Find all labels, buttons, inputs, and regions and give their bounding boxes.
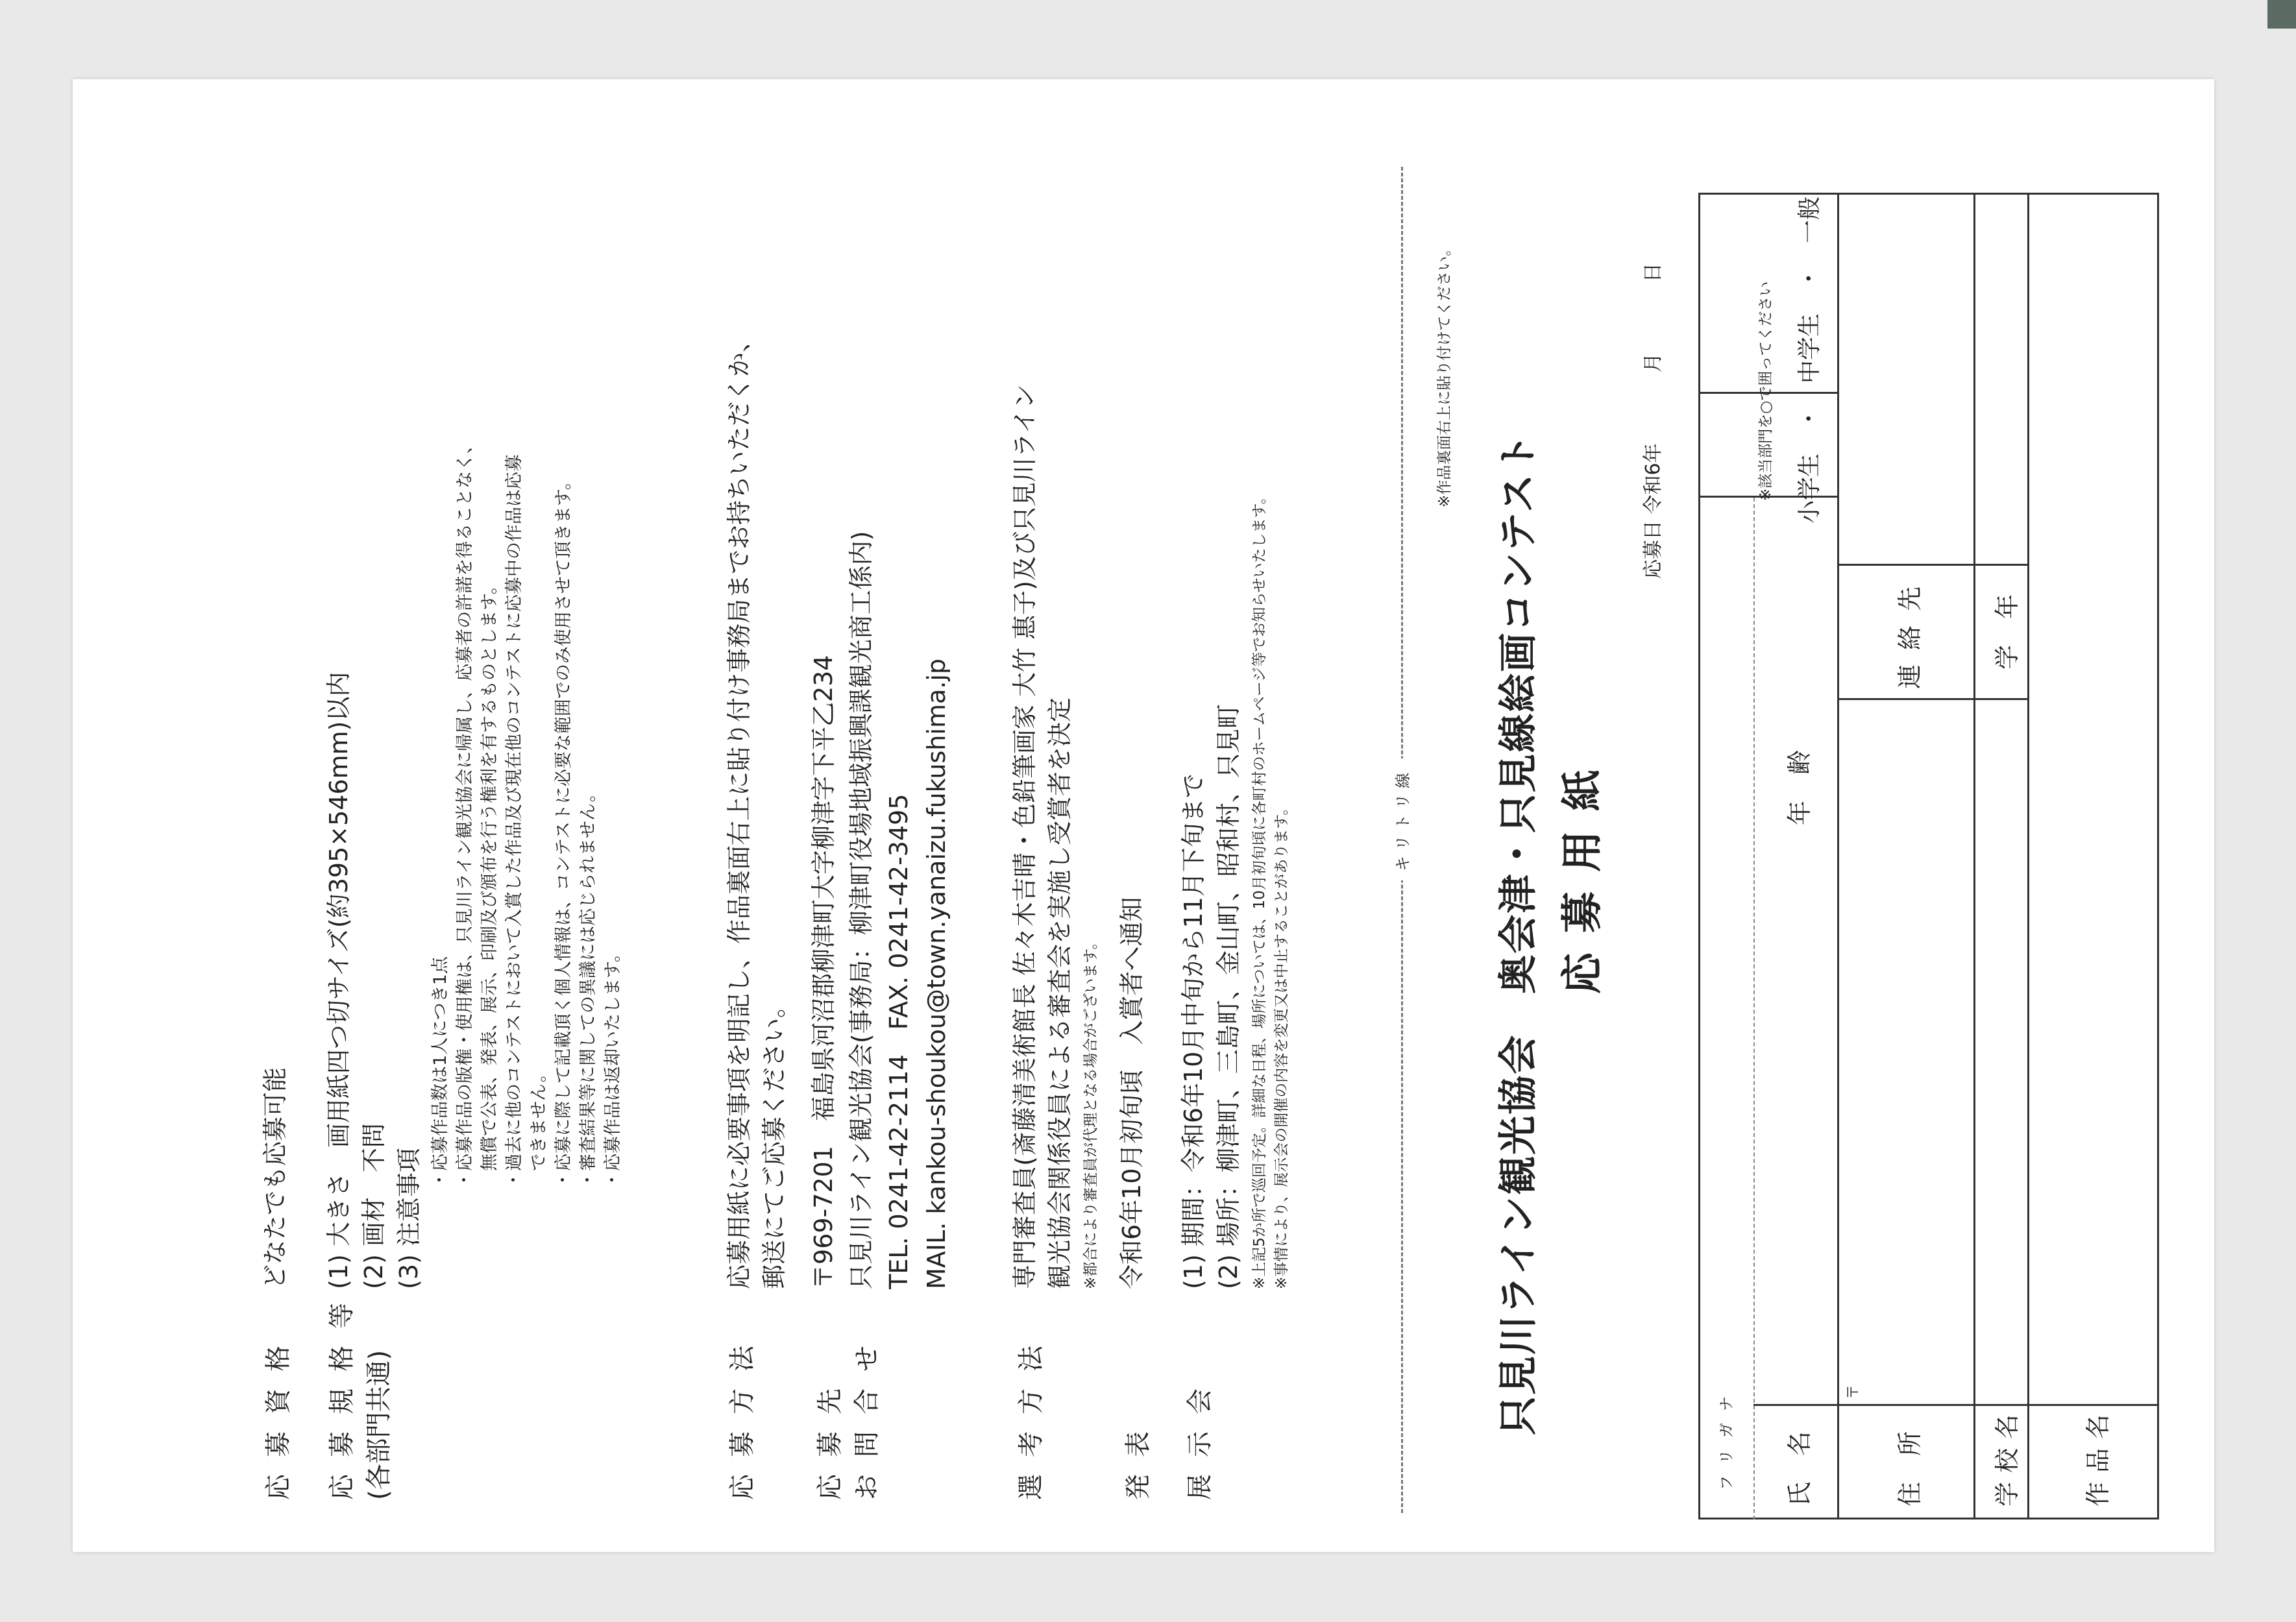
exhibit-label: 展示会 <box>1185 1372 1215 1500</box>
rotated-page-content <box>73 79 2214 1552</box>
date-day: 日 <box>1642 263 1665 283</box>
selection-line: 専門審査員(斎藤清美術館長 佐々木吉晴・色鉛筆画家 大竹 惠子)及び只見川ライン <box>1010 384 1039 1289</box>
form-title-line: 只見川ライン観光協会 奥会津・只見線絵画コンテスト <box>1496 432 1541 1435</box>
note-line: ・応募作品数は1人につき1点 <box>430 956 450 1189</box>
contact-label-apply: 応募先 <box>815 1372 845 1500</box>
document-page <box>73 79 2214 1552</box>
specs-notes <box>428 436 626 1189</box>
note-line: ・審査結果等に関しての異議には応じられません。 <box>578 784 598 1189</box>
work-title-label: 作品名 <box>2084 1405 2112 1507</box>
note-line: ・応募作品は返却いたします。 <box>603 945 623 1189</box>
contact-field-label: 連絡先 <box>1896 572 1924 689</box>
contact-info <box>805 531 955 1289</box>
note-line: できません。 <box>529 1065 549 1189</box>
grade-value-divider <box>1973 564 2027 566</box>
form-title: 応募用紙 <box>1559 750 1607 994</box>
furigana-divider <box>1753 498 1755 1519</box>
specs-list <box>321 672 426 1289</box>
grade-label: 学年 <box>1993 568 2021 670</box>
specs-sub-label: (各部門共通) <box>364 1350 394 1500</box>
method-text <box>722 328 792 1289</box>
grade-column-divider <box>1973 698 2027 700</box>
contact-value-divider <box>1837 564 1973 566</box>
exhibit-note: ※上記5か所で巡回予定。詳細な日程、場所については、10月初旬頃に各町村のホームページ等でお知らせいたします。 <box>1251 489 1268 1289</box>
exhibit-period: (1) 期間：令和6年10月中旬から11月下旬まで <box>1179 773 1208 1289</box>
method-line: 郵送にてご応募ください。 <box>760 993 788 1289</box>
exhibit-notes <box>1249 489 1293 1289</box>
work-title-field[interactable] <box>2029 195 2156 1404</box>
selection-note: ※都合により審査員が代理となる場合がございます。 <box>1082 934 1099 1289</box>
contact-field[interactable] <box>1839 195 1972 564</box>
age-field[interactable] <box>1700 197 1835 392</box>
contact-email: MAIL. kankou-shoukou@town.yanaizu.fukushima.jp <box>922 658 951 1289</box>
name-label: 氏名 <box>1785 1405 1814 1507</box>
category-options[interactable]: 小学生 ・ 中学生 ・ 一般 <box>1796 196 1823 524</box>
announce-label: 発表 <box>1123 1414 1153 1500</box>
address-label: 住所 <box>1896 1405 1924 1507</box>
category-note: ※該当部門を○で囲ってください <box>1757 281 1774 501</box>
attach-note: ※作品裏面右上に貼り付けてください。 <box>1436 241 1453 507</box>
postal-mark: 〒 <box>1845 1385 1862 1399</box>
selection-label: 選考方法 <box>1016 1329 1046 1500</box>
age-label: 年齢 <box>1785 723 1814 825</box>
school-field[interactable] <box>1975 702 2026 1404</box>
school-label: 学校名 <box>1993 1405 2021 1507</box>
date-era: 令和6年 <box>1642 443 1665 514</box>
contact-organization: 只見川ライン観光協会(事務局：柳津町役場地域振興課観光商工係内) <box>847 531 875 1289</box>
cut-line-label: キリトリ線 <box>1390 758 1413 880</box>
address-field[interactable] <box>1864 702 1972 1404</box>
contact-column-divider <box>1837 698 1973 700</box>
spec-size: (1) 大きさ 画用紙四つ切サイズ(約395×546mm)以内 <box>324 672 353 1289</box>
furigana-label: フリガナ <box>1718 1385 1735 1490</box>
method-line: 応募用紙に必要事項を明記し、作品裏面右上に貼り付け事務局までお持ちいただくか、 <box>725 327 753 1289</box>
announce-value: 令和6年10月初旬頃 入賞者へ通知 <box>1117 897 1146 1289</box>
scan-corner-mark <box>2267 0 2296 29</box>
contact-address: 〒969-7201 福島県河沼郡柳津町大字柳津字下平乙234 <box>809 655 838 1289</box>
date-prefix: 応募日 <box>1642 520 1665 579</box>
note-line: ・応募作品の版権・使用権は、只見川ライン観光協会に帰属し、応募者の許諾を得ることなく、 <box>455 436 475 1189</box>
exhibit-text <box>1176 704 1246 1289</box>
eligibility-label: 応募資格 <box>263 1329 293 1500</box>
selection-text <box>1007 384 1077 1289</box>
note-line: ・過去に他のコンテストにおいて入賞した作品及び現在他のコンテストに応募中の作品は応募 <box>504 454 524 1189</box>
application-date <box>1637 263 1665 579</box>
name-field[interactable] <box>1755 500 1836 1404</box>
eligibility-value: どなたでも応募可能 <box>261 1067 289 1289</box>
spec-notes-heading: (3) 注意事項 <box>395 1148 423 1289</box>
grade-field[interactable] <box>1975 195 2026 564</box>
date-month: 月 <box>1642 353 1665 373</box>
spec-material: (2) 画材 不問 <box>360 1123 388 1289</box>
method-label: 応募方法 <box>727 1329 757 1500</box>
note-line: ・応募に際して記載頂く個人情報は、コンテストに必要な範囲でのみ使用させて頂きます。 <box>554 472 574 1189</box>
exhibit-place: (2) 場所：柳津町、三島町、金山町、昭和村、只見町 <box>1214 704 1243 1289</box>
note-line: 無償で公表、発表、展示、印刷及び頒布を行う権利を有するものとします。 <box>480 577 500 1189</box>
contact-phone-fax: TEL. 0241-42-2114 FAX. 0241-42-3495 <box>885 793 913 1289</box>
selection-line: 観光協会関係役員による審査会を実施し受賞者を決定 <box>1045 697 1074 1289</box>
specs-label: 応募規格等 <box>327 1286 357 1500</box>
exhibit-note: ※事情により、展示会の開催の内容を変更又は中止することがあります。 <box>1273 800 1290 1289</box>
contact-label-inquiry: お問合せ <box>852 1329 882 1500</box>
